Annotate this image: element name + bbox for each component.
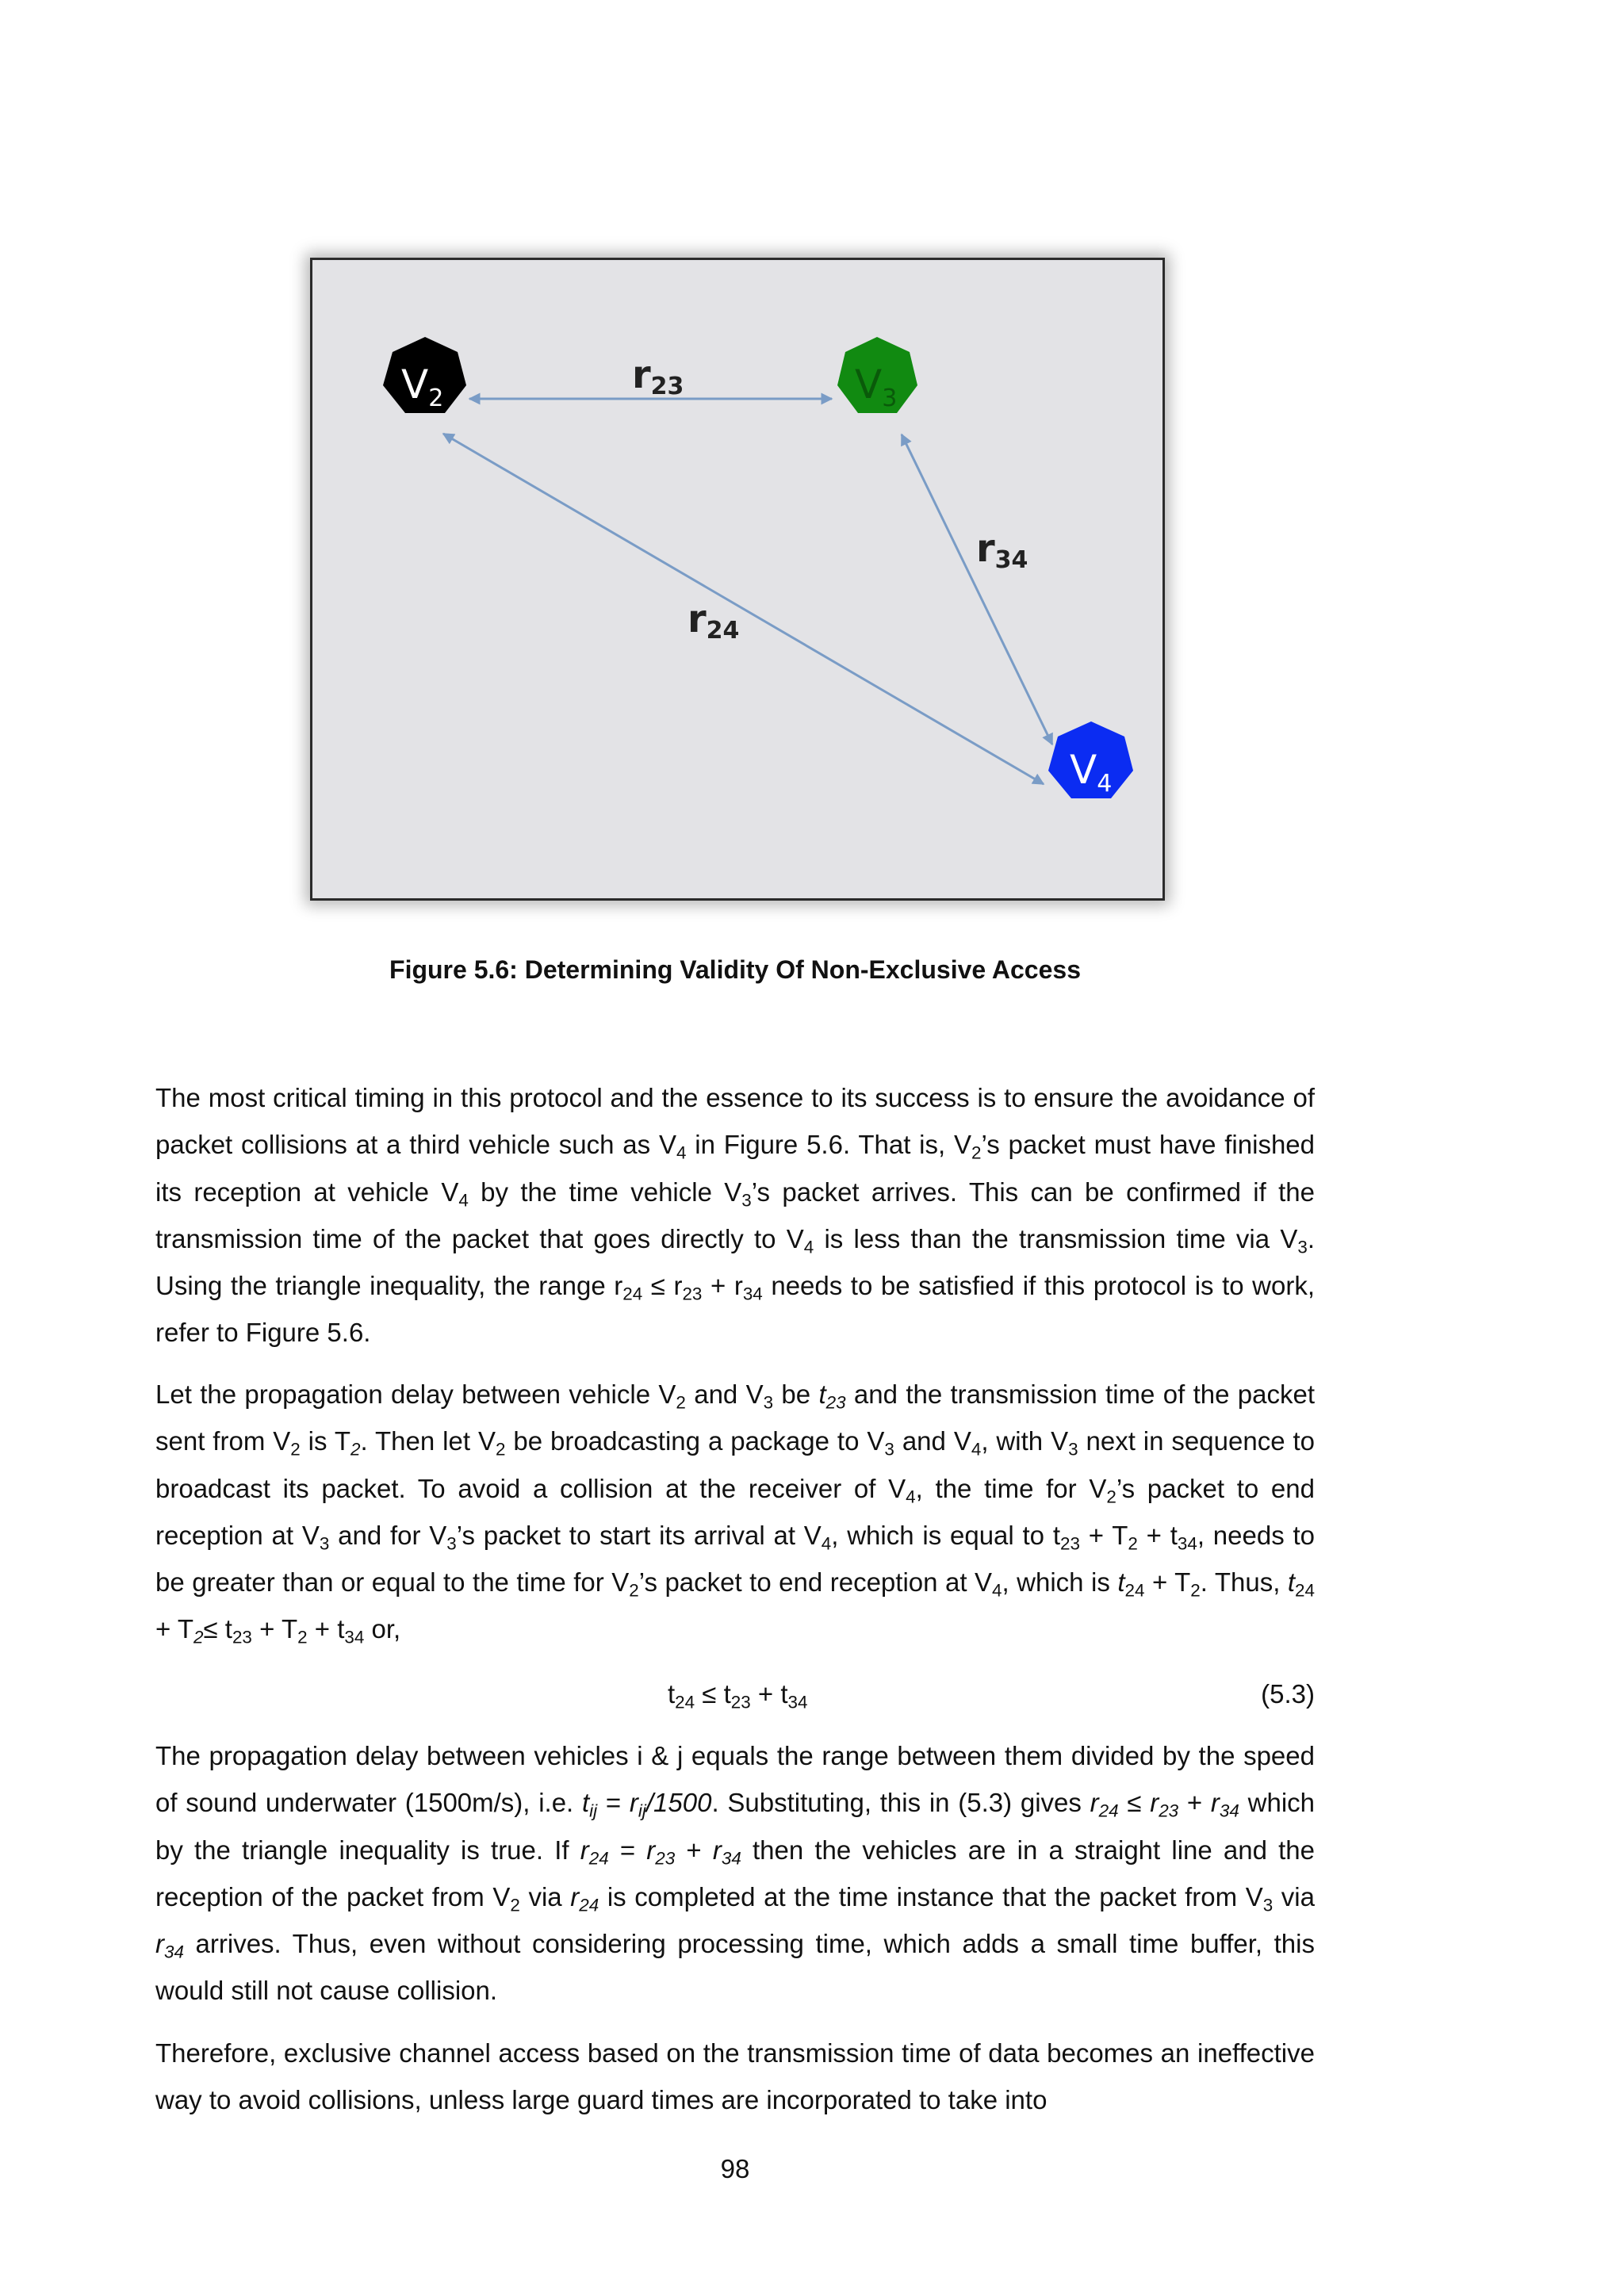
sym-sub: 34 [164, 1942, 184, 1962]
sym-plus: + [1137, 1520, 1170, 1550]
p2-text-r: , which is [1002, 1567, 1118, 1598]
sym-t: t [668, 1679, 676, 1709]
p2-text-i: , with [981, 1426, 1051, 1456]
node-v3-label: V [855, 362, 883, 408]
sym-via: via [1273, 1881, 1315, 1911]
p1-text-g: . Using the triangle inequality, the range [155, 1223, 1316, 1301]
p3-text-d: which by the triangle inequality is true. If [155, 1788, 1315, 1865]
sym-v: V [888, 1473, 906, 1503]
sym-sub: 24 [1295, 1580, 1316, 1601]
sym-sub: 3 [319, 1533, 330, 1554]
sym-sub: 23 [1159, 1800, 1179, 1821]
sym-sub: 4 [821, 1533, 832, 1554]
p2-text-s: . Thus, [1200, 1567, 1288, 1598]
p3-text-h: arrives. Thus, even without considering processing time, which adds a small time buffer, this would still not cause collision. [155, 1929, 1315, 2006]
svg-text:r24 [688, 597, 739, 645]
sym-r: r [629, 1788, 638, 1818]
sym-sub: 34 [721, 1847, 741, 1868]
paragraph-1 [155, 1074, 1315, 1357]
p2-text-m: and for [329, 1520, 430, 1550]
sym-plus: + [702, 1271, 734, 1301]
sym-t: t [818, 1380, 826, 1409]
edge-r24-label: r [688, 597, 707, 641]
page-number: 98 [720, 2154, 750, 2183]
sym-eq: = [608, 1835, 647, 1865]
sym-sub: 3 [1262, 1895, 1274, 1915]
sym-v: V [953, 1426, 971, 1456]
sym-possessive: ’s [981, 1130, 1000, 1160]
sym-sub: 34 [1219, 1800, 1239, 1821]
edge-r24-arrow [443, 434, 1044, 784]
svg-text:r23 [632, 353, 684, 400]
sym-v: V [745, 1380, 764, 1409]
sym-plus: + [1178, 1788, 1211, 1818]
equation-5-3 [155, 1670, 1315, 1717]
paragraph-4 [155, 2030, 1315, 2124]
p2-text-b: and [685, 1380, 746, 1409]
sym-sub: 23 [730, 1692, 751, 1712]
sym-plus: + [1144, 1567, 1175, 1598]
p2-text-p: , needs to be greater than or equal to the time for [155, 1520, 1316, 1598]
sym-sub: 2 [510, 1895, 520, 1915]
p2-text-q: packet to end reception at [657, 1567, 975, 1598]
p1-text-a: The most critical timing in this protocol and the essence to its success is to ensure the avoidance of packet collisions at a third vehicle such as [155, 1083, 1315, 1160]
sym-sub: 34 [1177, 1533, 1197, 1554]
sym-sub: 3 [1297, 1237, 1308, 1257]
sym-r: r [570, 1881, 580, 1911]
p2-text-e: is [300, 1426, 335, 1456]
sym-sub: 3 [763, 1392, 774, 1413]
p1-text-d: by the time vehicle [468, 1177, 725, 1207]
sym-sub: 2 [350, 1439, 361, 1460]
sym-sub: 34 [344, 1627, 365, 1647]
sym-v: V [786, 1223, 804, 1253]
p2-text-g: be broadcasting a package to [505, 1426, 868, 1456]
p2-text-n: packet to start its arrival at [475, 1520, 804, 1550]
sym-v: V [1051, 1426, 1069, 1456]
sym-v: V [724, 1177, 742, 1207]
sym-v: V [658, 1130, 676, 1160]
sym-t: t [780, 1679, 788, 1709]
sym-v: V [441, 1177, 459, 1207]
equation-body [668, 1670, 807, 1717]
sym-T: T [281, 1614, 298, 1644]
sym-t: t [723, 1679, 731, 1709]
edge-r34-label: r [976, 526, 995, 571]
svg-text:r34 [976, 526, 1028, 574]
sym-r: r [673, 1271, 683, 1301]
sym-sub: 34 [742, 1284, 763, 1304]
node-v3 [837, 337, 917, 413]
sym-r: r [646, 1835, 656, 1865]
p2-text-o: , which is equal to [831, 1520, 1053, 1550]
sym-v: V [1245, 1881, 1263, 1911]
sym-sub: 3 [1068, 1439, 1078, 1460]
sym-le: ≤ [695, 1679, 724, 1709]
figure-svg [312, 260, 1162, 898]
sym-v: V [1089, 1473, 1107, 1503]
sym-plus: + [155, 1614, 178, 1644]
p2-text-c: be [773, 1380, 819, 1409]
edge-r23-sub: 23 [650, 373, 684, 400]
sym-t: t [1052, 1520, 1060, 1550]
p1-text-h: needs to be satisfied if this protocol is to work, refer to Figure 5.6. [155, 1271, 1315, 1348]
sym-r: r [580, 1835, 589, 1865]
sym-plus: + [1079, 1520, 1113, 1550]
sym-r: r [155, 1929, 164, 1959]
sym-sub: 3 [446, 1533, 457, 1554]
sym-sub: 2 [290, 1439, 301, 1460]
sym-sub: 4 [906, 1486, 916, 1506]
sym-sub: 2 [193, 1627, 204, 1647]
sym-v: V [492, 1881, 511, 1911]
sym-t: t [1287, 1567, 1296, 1598]
figure-diagram [310, 258, 1165, 901]
sym-sub: 4 [803, 1237, 814, 1257]
sym-sub: 24 [1098, 1800, 1119, 1821]
sym-sub: ij [638, 1800, 646, 1821]
edge-r34-arrow [902, 434, 1052, 744]
sym-sub: 2 [1106, 1486, 1116, 1506]
sym-sub: 23 [825, 1392, 846, 1413]
sym-plus: + [251, 1614, 282, 1644]
p2-text-f: . Then let [360, 1426, 478, 1456]
sym-r: r [1090, 1788, 1099, 1818]
sym-sub: 4 [458, 1189, 469, 1210]
sym-sub: 24 [588, 1847, 609, 1868]
sym-sub: 24 [622, 1284, 643, 1304]
sym-sub: ij [589, 1800, 598, 1821]
sym-r: r [733, 1271, 743, 1301]
p3-text-f: via [519, 1881, 571, 1911]
sym-tij-rhs: /1500 [645, 1788, 712, 1818]
sym-plus: + [750, 1679, 781, 1709]
sym-possessive: ’s [1116, 1473, 1136, 1503]
p2-text-t: or, [364, 1614, 401, 1644]
node-v4-label: V [1070, 747, 1097, 793]
sym-sub: 2 [629, 1580, 639, 1601]
sym-le: ≤ [203, 1614, 225, 1644]
sym-r: r [1150, 1788, 1159, 1818]
sym-sub: 4 [676, 1142, 687, 1163]
sym-plus: + [675, 1835, 713, 1865]
sym-v: V [658, 1380, 676, 1409]
p1-text-e: packet arrives. This can be confirmed if the transmission time of the packet that goes directly to [155, 1177, 1316, 1253]
sym-sub: 24 [579, 1895, 599, 1915]
sym-possessive: ’s [638, 1567, 657, 1598]
sym-r: r [614, 1271, 623, 1301]
node-v4 [1048, 721, 1133, 798]
sym-sub: 24 [1124, 1580, 1145, 1601]
sym-sub: 2 [676, 1392, 686, 1413]
p3-text-g: is completed at the time instance that the packet from [599, 1881, 1246, 1911]
p4-text-a: Therefore, exclusive channel access based on the transmission time of data becomes an ineffective way to avoid collisions, unless large guard times are incorporated to take into [155, 2038, 1315, 2115]
sym-possessive: ’s [751, 1177, 771, 1207]
sym-sub: 2 [297, 1627, 308, 1647]
sym-T: T [1112, 1520, 1128, 1550]
equation-number: (5.3) [1261, 1679, 1315, 1709]
node-v2 [383, 337, 466, 413]
sym-r: r [712, 1835, 722, 1865]
edge-r34-sub: 34 [994, 546, 1028, 574]
sym-v: V [429, 1520, 447, 1550]
p3-text-c: . Substituting, this in (5.3) gives [711, 1788, 1090, 1818]
sym-sub: 2 [1128, 1533, 1138, 1554]
sym-T: T [1174, 1567, 1191, 1598]
sym-sub: 2 [495, 1439, 506, 1460]
sym-v: V [477, 1426, 496, 1456]
sym-v: V [867, 1426, 885, 1456]
sym-t: t [1117, 1567, 1125, 1598]
node-v3-sub: 3 [882, 385, 898, 412]
sym-sub: 4 [992, 1580, 1002, 1601]
sym-v: V [974, 1567, 992, 1598]
edge-r24-sub: 24 [706, 617, 740, 645]
sym-sub: 23 [1060, 1533, 1080, 1554]
sym-le: ≤ [642, 1271, 674, 1301]
sym-possessive: ’s [456, 1520, 476, 1550]
p2-text-a: Let the propagation delay between vehicle [155, 1380, 659, 1409]
sym-sub: 2 [1190, 1580, 1201, 1601]
sym-le: ≤ [1118, 1788, 1151, 1818]
sym-v: V [273, 1426, 291, 1456]
node-v2-label: V [401, 362, 429, 408]
node-v2-sub: 2 [428, 385, 444, 412]
sym-t: t [581, 1788, 590, 1818]
p2-text-l: packet to end reception at [155, 1473, 1315, 1550]
sym-sub: 24 [675, 1692, 695, 1712]
sym-sub: 34 [787, 1692, 808, 1712]
p3-text-a: The propagation delay between vehicles i & j equals the range between them divided by the speed of sound underwater (1500m/s), i.e. [155, 1741, 1315, 1818]
sym-plus: + [307, 1614, 338, 1644]
paragraph-3 [155, 1732, 1315, 2015]
sym-t: t [1170, 1520, 1178, 1550]
figure-caption: Figure 5.6: Determining Validity Of Non-Exclusive Access [389, 955, 1081, 984]
p2-text-j: next in sequence to broadcast its packet. To avoid a collision at the receiver of [155, 1426, 1315, 1503]
node-v4-sub: 4 [1097, 770, 1113, 798]
sym-v: V [953, 1130, 971, 1160]
sym-T: T [334, 1426, 351, 1456]
sym-sub: 23 [682, 1284, 703, 1304]
sym-sub: 3 [741, 1189, 752, 1210]
p1-text-b: in Figure 5.6. That is, [686, 1130, 954, 1160]
sym-v: V [611, 1567, 630, 1598]
sym-v: V [1280, 1223, 1298, 1253]
sym-r: r [1210, 1788, 1220, 1818]
sym-sub: 2 [971, 1142, 982, 1163]
sym-t: t [337, 1614, 345, 1644]
sym-t: t [224, 1614, 232, 1644]
p1-text-c: packet must have finished its reception at vehicle [155, 1130, 1316, 1207]
sym-sub: 23 [655, 1847, 676, 1868]
p1-text-f: is less than the transmission time via [814, 1223, 1281, 1253]
p2-text-h: and [894, 1426, 954, 1456]
p3-text-b: = [597, 1788, 630, 1818]
edge-r23-label: r [632, 353, 651, 397]
sym-sub: 4 [971, 1439, 982, 1460]
sym-sub: 23 [232, 1627, 252, 1647]
p2-text-k: , the time for [915, 1473, 1090, 1503]
sym-v: V [301, 1520, 320, 1550]
p2-text-d: and the transmission time of the packet sent from [155, 1380, 1315, 1456]
sym-sub: 3 [884, 1439, 894, 1460]
p3-text-e: then the vehicles are in a straight line and the reception of the packet from [155, 1835, 1315, 1911]
sym-v: V [803, 1520, 822, 1550]
paragraph-2 [155, 1371, 1315, 1653]
sym-T: T [177, 1614, 194, 1644]
